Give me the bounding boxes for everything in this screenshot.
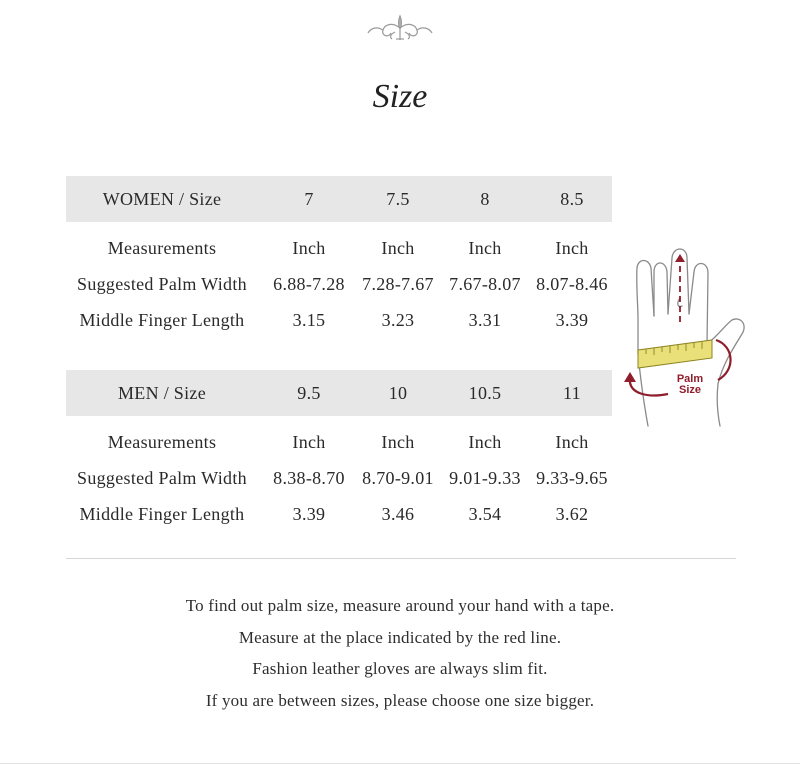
table-cell: 6.88-7.28 [273,273,345,294]
size-cell: 9.5 [297,382,321,403]
table-cell: Inch [381,237,415,258]
men-header-row [66,370,612,416]
size-cell: 7 [304,188,314,209]
size-label: Size [678,384,702,396]
table-cell: 8.38-8.70 [273,467,345,488]
table-cell: 3.15 [292,309,326,330]
table-row [66,460,612,496]
table-cell: 3.54 [468,503,502,524]
row-label: Suggested Palm Width [77,273,247,294]
row-label: Measurements [107,431,217,452]
size-cell: 7.5 [386,188,410,209]
table-cell: Inch [292,237,326,258]
size-cell: 8.5 [560,188,584,209]
table-cell: Inch [468,237,502,258]
fleur-ornament-icon [365,12,435,44]
table-cell: 3.39 [292,503,326,524]
table-row [66,424,612,460]
bottom-divider [0,763,800,764]
table-cell: 7.28-7.67 [362,273,434,294]
palm-label: Palm [676,373,704,385]
hand-measure-icon [618,244,758,432]
table-cell: 9.33-9.65 [536,467,608,488]
row-label: Middle Finger Length [79,503,245,524]
table-cell: Inch [381,431,415,452]
women-header-row [66,176,612,222]
table-cell: 3.23 [381,309,415,330]
table-cell: 3.31 [468,309,502,330]
note-line: Fashion leather gloves are always slim fit. [252,659,548,678]
note-line: To find out palm size, measure around your hand with a tape. [185,596,615,615]
table-cell: 3.39 [555,309,589,330]
row-label: Measurements [107,237,217,258]
size-cell: 11 [563,382,581,403]
table-cell: 3.62 [555,503,589,524]
table-row [66,496,612,532]
row-label: Suggested Palm Width [77,467,247,488]
note-line: If you are between sizes, please choose one size bigger. [205,690,595,710]
size-cell: 10.5 [468,382,502,403]
table-cell: 9.01-9.33 [449,467,521,488]
table-cell: 8.70-9.01 [362,467,434,488]
women-size-table [66,176,612,338]
row-label: Middle Finger Length [79,309,245,330]
table-row [66,266,612,302]
table-cell: Inch [555,237,589,258]
size-notes [0,590,800,716]
table-row [66,302,612,338]
size-cell: 8 [480,188,490,209]
table-cell: 7.67-8.07 [449,273,521,294]
women-header-label: WOMEN / Size [102,188,222,209]
table-cell: Inch [555,431,589,452]
table-cell: 3.46 [381,503,415,524]
page-title: Size [372,78,428,115]
men-header-label: MEN / Size [118,382,206,403]
table-cell: 8.07-8.46 [536,273,608,294]
men-size-table [66,370,612,532]
table-cell: Inch [468,431,502,452]
note-line: Measure at the place indicated by the red line. [238,627,562,647]
section-divider [66,558,736,559]
table-cell: Inch [292,431,326,452]
size-cell: 10 [388,382,408,403]
table-row [66,230,612,266]
